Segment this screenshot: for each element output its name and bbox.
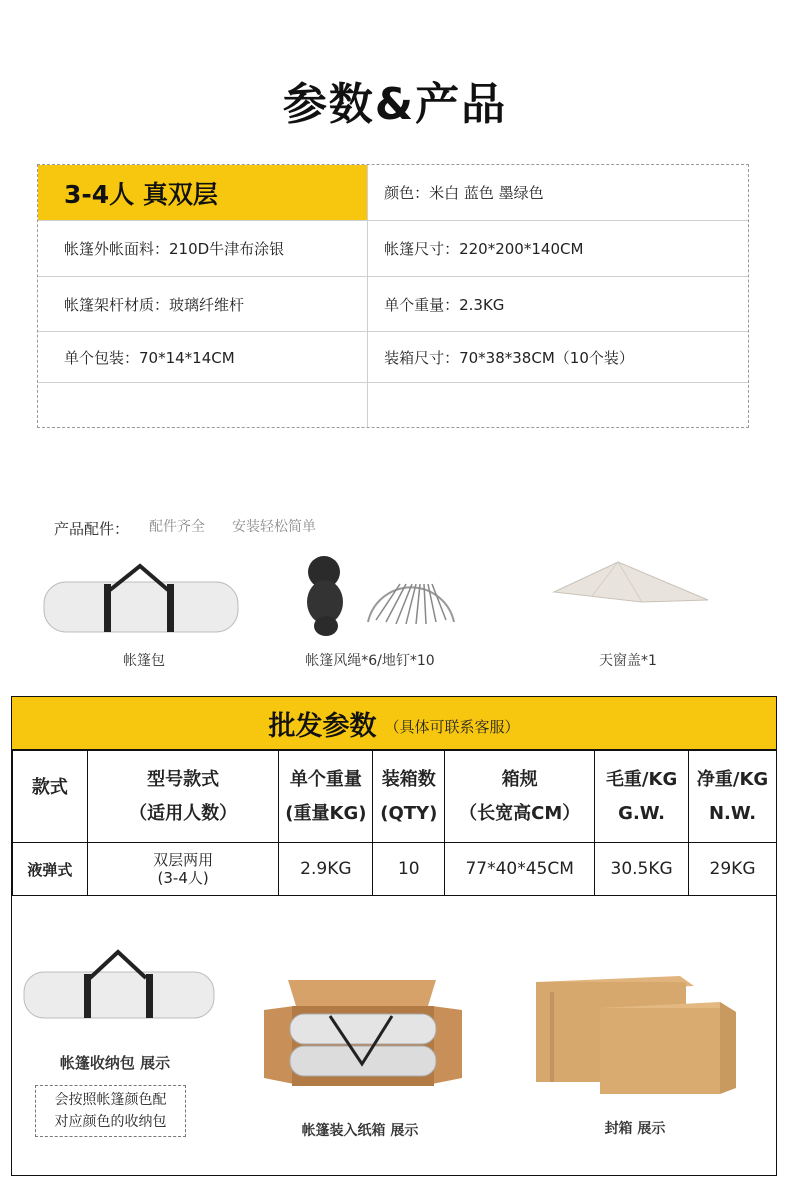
header-qty: 装箱数 (QTY) (373, 751, 445, 843)
spec-row (38, 165, 748, 221)
accessories-sub-easy: 安装轻松简单 (232, 519, 316, 535)
spec-cell: 颜色：米白 蓝色 墨绿色 (384, 184, 544, 202)
caption-carton-packing: 帐篷装入纸箱 展示 (301, 1123, 419, 1139)
caption-rope-stakes: 帐篷风绳*6/地钉*10 (305, 653, 435, 669)
spec-cell: 装箱尺寸：70*38*38CM（10个装） (384, 348, 634, 367)
spec-cell: 单个包装：70*14*14CM (38, 332, 368, 382)
header-carton-size: 箱规 （长宽高CM） (445, 751, 595, 843)
cell-unit-weight: 2.9KG (279, 843, 373, 896)
bag-color-note: 会按照帐篷颜色配 对应颜色的收纳包 (35, 1085, 186, 1137)
accessories-sub-complete: 配件齐全 (149, 519, 205, 535)
spec-row (38, 383, 748, 427)
spec-cell: 单个重量：2.3KG (384, 295, 505, 314)
page-title: 参数&产品 (282, 79, 508, 130)
spec-cell: 帐篷尺寸：220*200*140CM (384, 240, 584, 258)
cell-gross-weight: 30.5KG (595, 843, 689, 896)
spec-cell: 帐篷架杆材质：玻璃纤维杆 (38, 277, 368, 331)
cell-style: 液弹式 (13, 843, 88, 896)
table-header-row (13, 751, 777, 843)
rope-image (300, 552, 350, 638)
tent-bag-image (40, 560, 245, 640)
stakes-image (362, 578, 460, 630)
spec-cell (38, 383, 368, 427)
spec-row (38, 332, 748, 383)
header-model: 型号款式 （适用人数） (87, 751, 279, 843)
header-unit-weight: 单个重量 (重量KG) (279, 751, 373, 843)
storage-bag-image (20, 948, 220, 1024)
spec-row (38, 221, 748, 277)
caption-rain-fly: 天窗盖*1 (599, 653, 657, 669)
spec-cell: 帐篷外帐面料：210D牛津布涂银 (38, 221, 368, 276)
cell-qty: 10 (373, 843, 445, 896)
carton-with-tent-image (264, 980, 462, 1090)
rain-fly-image (552, 558, 712, 608)
caption-storage-bag: 帐篷收纳包 展示 (59, 1054, 171, 1072)
spec-cell (368, 383, 748, 427)
header-style: 款式 (13, 751, 88, 843)
spec-highlight-cell: 3-4人 真双层 (38, 165, 368, 220)
table-row (13, 843, 777, 896)
header-net-weight: 净重/KG N.W. (689, 751, 777, 843)
accessories-label: 产品配件： (54, 520, 130, 538)
caption-tent-bag: 帐篷包 (123, 653, 165, 669)
cell-carton-size: 77*40*45CM (445, 843, 595, 896)
wholesale-subtitle: （具体可联系客服） (384, 717, 520, 736)
cell-model: 双层两用 (3-4人) (87, 843, 279, 896)
caption-sealed-carton: 封箱 展示 (604, 1121, 666, 1137)
spec-row (38, 277, 748, 332)
wholesale-header (12, 697, 776, 750)
header-gross-weight: 毛重/KG G.W. (595, 751, 689, 843)
wholesale-title: 批发参数 (268, 710, 377, 742)
wholesale-table (12, 750, 777, 896)
spec-table (37, 164, 749, 428)
cell-net-weight: 29KG (689, 843, 777, 896)
sealed-cartons-image (530, 972, 740, 1098)
